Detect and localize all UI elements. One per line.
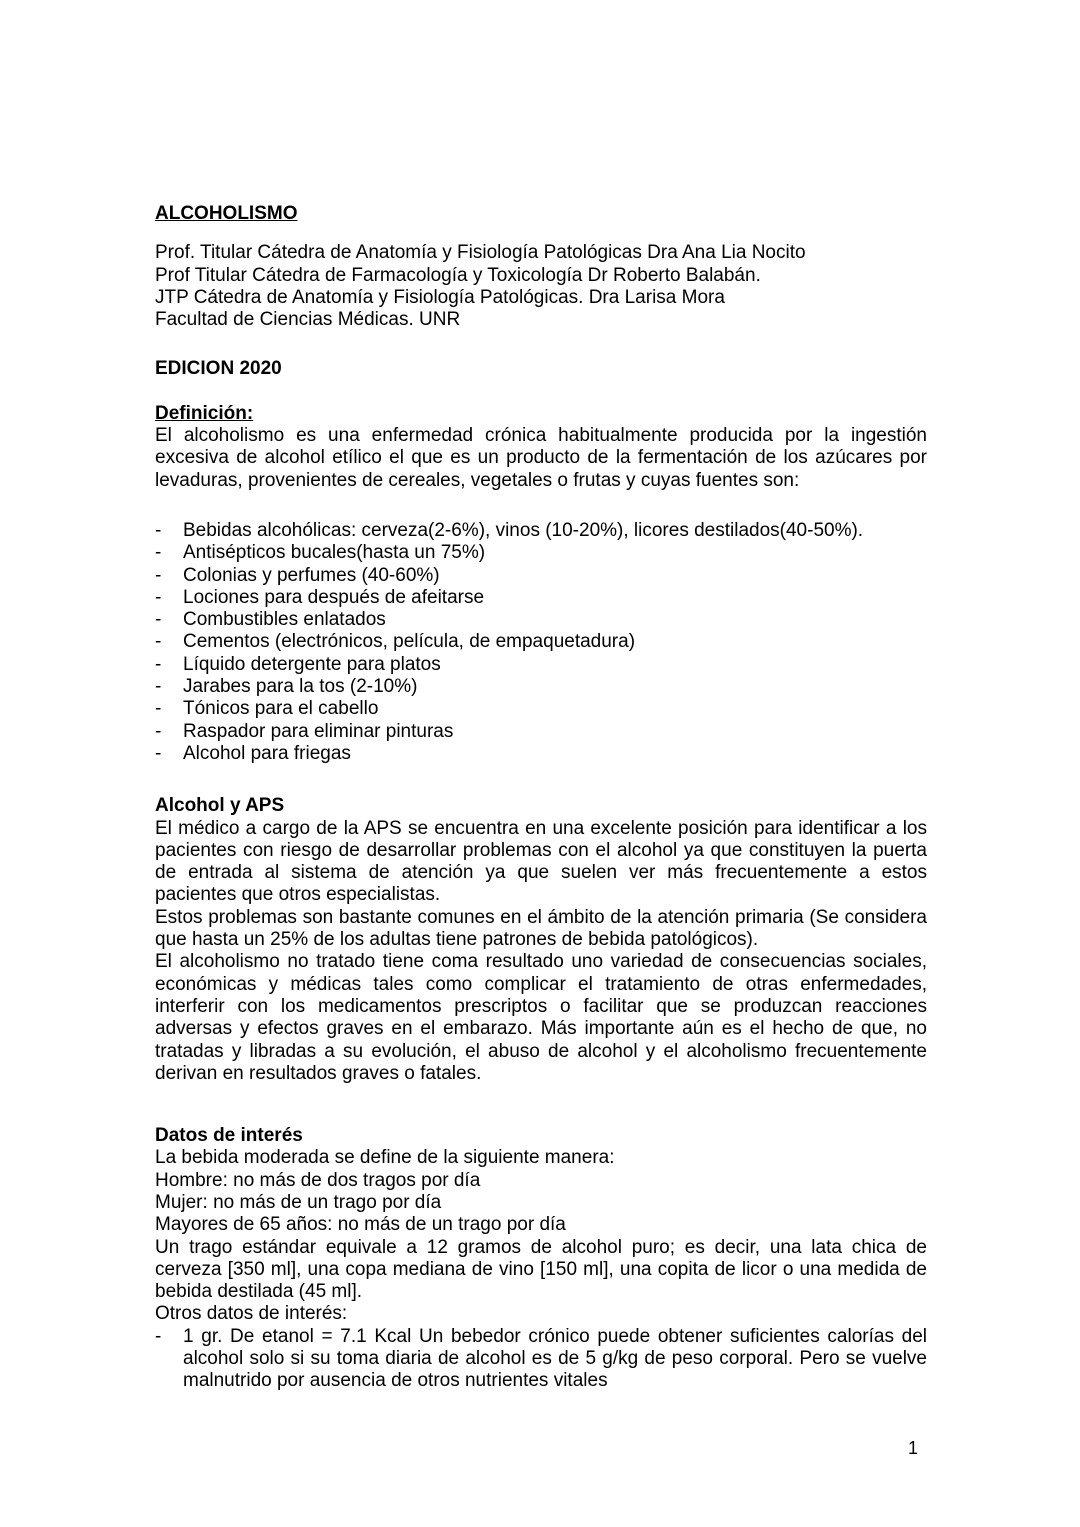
aps-paragraph: Estos problemas son bastante comunes en el ámbito de la atención primaria (Se considera que hasta un 25% de los adultas tiene patrones de bebida patológicos). [155, 906, 927, 951]
dash-marker: - [155, 586, 162, 608]
datos-line: La bebida moderada se define de la siguiente manera: [155, 1147, 615, 1169]
list-item [155, 542, 927, 564]
list-item-text: Combustibles enlatados [183, 609, 386, 631]
author-line: Facultad de Ciencias Médicas. UNR [155, 309, 461, 331]
document-content [155, 203, 927, 1393]
list-item [155, 587, 927, 609]
list-item-text: Antisépticos bucales(hasta un 75%) [183, 542, 486, 564]
dash-marker: - [155, 564, 162, 586]
list-item [155, 676, 927, 698]
dash-marker: - [155, 609, 162, 631]
dash-marker: - [155, 653, 162, 675]
list-item [155, 631, 927, 653]
document-title: ALCOHOLISMO [155, 203, 298, 224]
otros-datos-label: Otros datos de interés: [155, 1303, 348, 1325]
list-item [155, 698, 927, 720]
edition-label: EDICION 2020 [155, 358, 282, 380]
author-line: Prof. Titular Cátedra de Anatomía y Fisiología Patológicas Dra Ana Lia Nocito [155, 242, 806, 264]
author-line: JTP Cátedra de Anatomía y Fisiología Patológicas. Dra Larisa Mora [155, 286, 725, 308]
dash-marker: - [155, 542, 162, 564]
dash-marker: - [155, 698, 162, 720]
dash-marker: - [155, 720, 162, 742]
otros-datos-list [155, 1326, 927, 1393]
dash-marker: - [155, 519, 162, 541]
dash-marker: - [155, 676, 162, 698]
datos-trago-paragraph: Un trago estándar equivale a 12 gramos de alcohol puro; es decir, una lata chica de cerveza [350 ml], una copa mediana de vino [150 ml], una copita de licor o una medida de bebida destilada (45 ml]. [155, 1236, 927, 1303]
aps-paragraph: El médico a cargo de la APS se encuentra en una excelente posición para identificar a los pacientes con riesgo de desarrollar problemas con el alcohol ya que constituyen la puerta de entrada al sistema de atención ya que suelen ver más frecuentemente a estos pacientes que otros especialistas. [155, 817, 927, 906]
datos-heading: Datos de interés [155, 1125, 303, 1147]
alcohol-sources-list [155, 520, 927, 765]
list-item-text: Líquido detergente para platos [183, 653, 441, 675]
list-item [155, 654, 927, 676]
aps-paragraph: El alcoholismo no tratado tiene coma resultado uno variedad de consecuencias sociales, económicas y médicas tales como complicar el tratamiento de otras enfermedades, interferir con los medicamentos prescriptos o facilitar que se produzcan reacciones adversas y efectos graves en el embarazo. Más importante aún es el hecho de que, no tratadas y libradas a su evolución, el abuso de alcohol y el alcoholismo frecuentemente derivan en resultados graves o fatales. [155, 951, 927, 1084]
list-item [155, 520, 927, 542]
dash-marker: - [155, 742, 162, 764]
dash-marker: - [155, 1325, 162, 1347]
page-number: 1 [908, 1438, 919, 1458]
list-item-text: Alcohol para friegas [183, 742, 351, 764]
list-item-text: Bebidas alcohólicas: cerveza(2-6%), vinos (10-20%), licores destilados(40-50%). [183, 519, 864, 541]
list-item [155, 565, 927, 587]
list-item-text: Raspador para eliminar pinturas [183, 720, 454, 742]
datos-line: Mayores de 65 años: no más de un trago por día [155, 1214, 566, 1236]
aps-heading: Alcohol y APS [155, 795, 285, 817]
list-item [155, 743, 927, 765]
list-item [155, 609, 927, 631]
definition-intro: El alcoholismo es una enfermedad crónica habitualmente producida por la ingestión excesiva de alcohol etílico el que es un producto de la fermentación de los azúcares por levaduras, provenientes de cereales, vegetales o frutas y cuyas fuentes son: [155, 425, 927, 491]
datos-line: Mujer: no más de un trago por día [155, 1191, 442, 1213]
list-item [155, 1326, 927, 1393]
list-item-text: 1 gr. De etanol = 7.1 Kcal Un bebedor crónico puede obtener suficientes calorías del alcohol solo si su toma diaria de alcohol es de 5 g/kg de peso corporal. Pero se vuelve malnutrido por ausencia de otros nutrientes vitales [183, 1325, 927, 1392]
dash-marker: - [155, 631, 162, 653]
datos-line: Hombre: no más de dos tragos por día [155, 1169, 481, 1191]
list-item [155, 721, 927, 743]
list-item-text: Tónicos para el cabello [183, 698, 379, 720]
author-block [155, 242, 927, 331]
list-item-text: Lociones para después de afeitarse [183, 586, 485, 608]
list-item-text: Colonias y perfumes (40-60%) [183, 564, 440, 586]
definition-heading: Definición: [155, 402, 254, 424]
list-item-text: Cementos (electrónicos, película, de empaquetadura) [183, 631, 636, 653]
list-item-text: Jarabes para la tos (2-10%) [183, 676, 418, 698]
author-line: Prof Titular Cátedra de Farmacología y Toxicología Dr Roberto Balabán. [155, 264, 761, 286]
